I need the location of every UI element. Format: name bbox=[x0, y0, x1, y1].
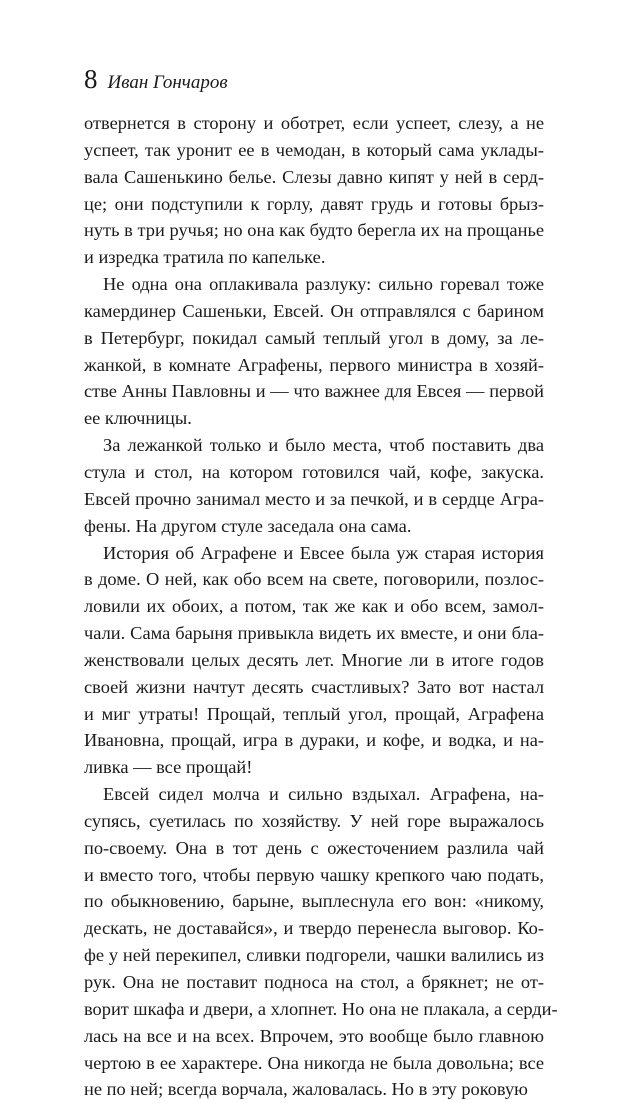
text-line: вала Сашенькино белье. Слезы давно кипят у ней в серд- bbox=[84, 166, 544, 187]
text-line: чертою в ее характере. Она никогда не была довольна; все bbox=[84, 1052, 544, 1073]
text-line: успеет, так уронит ее в чемодан, в который сама уклады- bbox=[84, 139, 544, 160]
text-line: фены. На другом стуле заседала она сама. bbox=[84, 515, 412, 536]
running-head bbox=[84, 64, 228, 94]
paragraph bbox=[84, 432, 544, 539]
text-line: и изредка тратила по капельке. bbox=[84, 247, 326, 268]
text-line: нуть в три ручья; но она как будто берегла их на прощанье bbox=[84, 220, 544, 241]
text-line: своей жизни начтут десять счастливых? Зато вот настал bbox=[84, 676, 544, 697]
paragraph bbox=[84, 540, 544, 782]
text-line: и миг утраты! Прощай, теплый угол, прощай, Аграфена bbox=[84, 703, 544, 724]
text-line: дескать, не доставайся», и твердо перенесла выговор. Ко- bbox=[84, 918, 544, 939]
text-line: в доме. О ней, как обо всем на свете, поговорили, позлос- bbox=[84, 569, 544, 590]
text-line: Ивановна, прощай, игра в дураки, и кофе, и водка, и на- bbox=[84, 730, 544, 751]
book-header: Иван Гончаров bbox=[107, 72, 228, 93]
text-line: супясь, суетилась по хозяйству. У ней горе выражалось bbox=[84, 810, 544, 831]
paragraph bbox=[84, 781, 558, 1103]
text-line: по обыкновению, барыне, выплеснула его вон: «никому, bbox=[84, 891, 544, 912]
text-line: рук. Она не поставит подноса на стол, а брякнет; не от- bbox=[84, 972, 544, 992]
page-number: 8 bbox=[84, 64, 98, 94]
paragraph bbox=[84, 110, 544, 271]
paragraph bbox=[84, 271, 544, 432]
text-line: в Петербург, покидал самый теплый угол в дому, за ле- bbox=[84, 327, 544, 348]
text-line: За лежанкой только и было места, чтоб поставить два bbox=[103, 435, 544, 456]
text-line: фе у ней перекипел, сливки подгорели, чашки валились из bbox=[84, 945, 544, 966]
text-line: Евсей прочно занимал место и за печкой, и в сердце Агра- bbox=[84, 488, 544, 509]
text-line: отвернется в сторону и оботрет, если успеет, слезу, а не bbox=[84, 113, 544, 133]
text-line: по-своему. Она в тот день с ожесточением разлила чай bbox=[84, 837, 544, 858]
text-line: не по ней; всегда ворчала, жаловалась. Но в эту роковую bbox=[84, 1079, 528, 1100]
text-line: ливка — все прощай! bbox=[84, 757, 253, 778]
text-line: жанкой, в комнате Аграфены, первого министра в хозяй- bbox=[84, 354, 544, 375]
text-line: це; они подступили к горлу, давят грудь и готовы брыз- bbox=[84, 193, 544, 214]
text-line: ловили их обоих, а потом, так же как и обо всем, замол- bbox=[84, 596, 544, 617]
text-line: Не одна она оплакивала разлуку: сильно горевал тоже bbox=[103, 274, 544, 295]
text-line: Евсей сидел молча и сильно вздыхал. Аграфена, на- bbox=[103, 784, 544, 805]
text-line: камердинер Сашеньки, Евсей. Он отправлялся с барином bbox=[84, 300, 544, 321]
text-line: чали. Сама барыня привыкла видеть их вместе, и они бла- bbox=[84, 623, 544, 644]
text-line: История об Аграфене и Евсее была уж старая история bbox=[103, 542, 544, 563]
text-line: лась на все и на всех. Впрочем, это вообще было главною bbox=[84, 1025, 544, 1046]
text-line: стве Анны Павловны и — что важнее для Евсея — первой bbox=[84, 381, 544, 402]
text-line: ворит шкафа и двери, а хлопнет. Но она не плакала, а серди- bbox=[84, 998, 558, 1019]
text-line: и вместо того, чтобы первую чашку крепкого чаю подать, bbox=[84, 864, 544, 885]
text-line: женствовали целых десять лет. Многие ли в итоге годов bbox=[84, 649, 544, 670]
body-text bbox=[84, 110, 558, 1103]
text-line: ее ключницы. bbox=[84, 408, 192, 429]
text-line: стула и стол, на котором готовился чай, кофе, закуска. bbox=[84, 461, 544, 482]
